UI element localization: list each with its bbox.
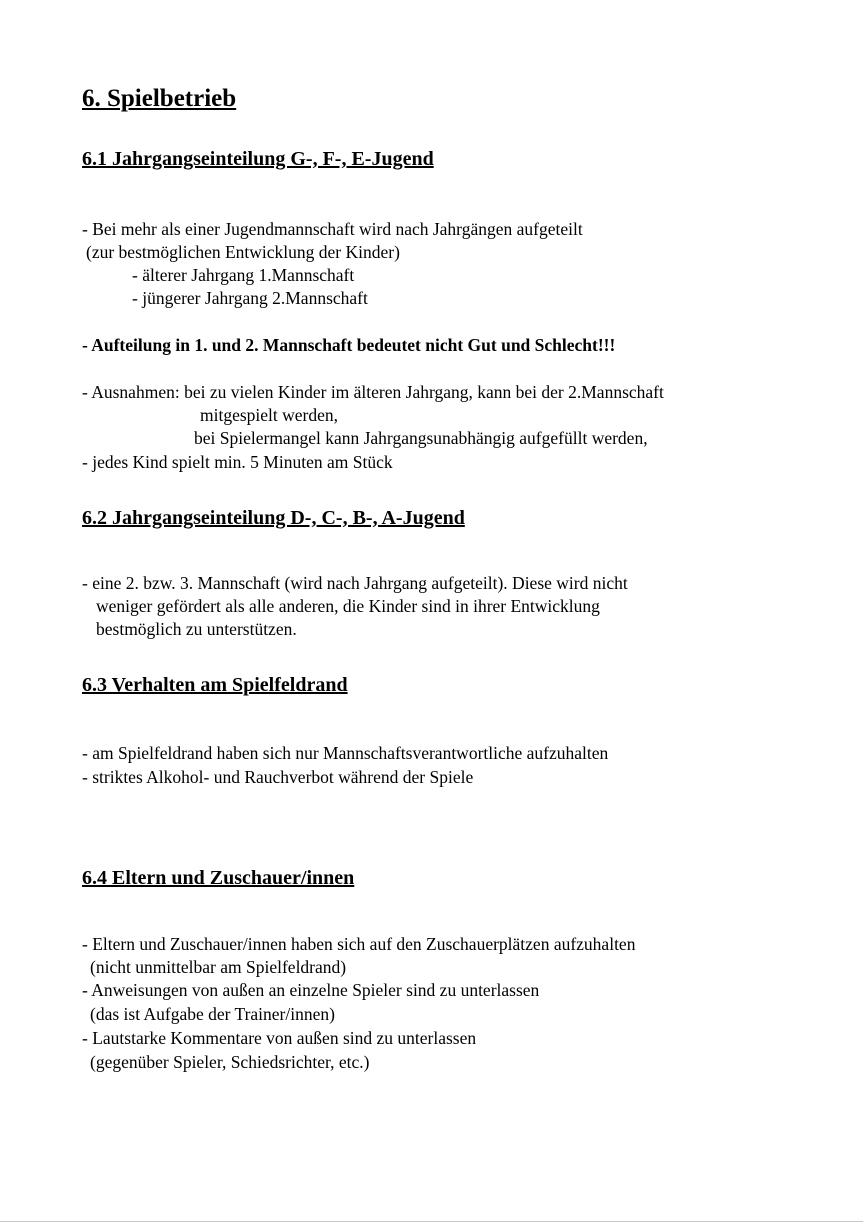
text-line: (zur bestmöglichen Entwicklung der Kinder) — [86, 241, 400, 262]
page-bottom-edge — [0, 1221, 863, 1222]
text-line: - älterer Jahrgang 1.Mannschaft — [132, 264, 355, 285]
text-line: - jüngerer Jahrgang 2.Mannschaft — [132, 287, 368, 308]
text-line: - striktes Alkohol- und Rauchverbot während der Spiele — [82, 766, 474, 787]
emphasis-line: - Aufteilung in 1. und 2. Mannschaft bedeutet nicht Gut und Schlecht!!! — [82, 334, 616, 355]
text-line: bestmöglich zu unterstützen. — [96, 618, 297, 639]
text-line: - eine 2. bzw. 3. Mannschaft (wird nach Jahrgang aufgeteilt). Diese wird nicht — [82, 572, 628, 593]
section-heading-6-3: 6.3 Verhalten am Spielfeldrand — [82, 674, 348, 696]
section-heading-6-2: 6.2 Jahrgangseinteilung D-, C-, B-, A-Jugend — [82, 507, 465, 529]
text-line: - am Spielfeldrand haben sich nur Mannschaftsverantwortliche aufzuhalten — [82, 742, 609, 763]
text-line: - Eltern und Zuschauer/innen haben sich auf den Zuschauerplätzen aufzuhalten — [82, 933, 636, 954]
text-line: weniger gefördert als alle anderen, die Kinder sind in ihrer Entwicklung — [96, 595, 600, 616]
page-title: 6. Spielbetrieb — [82, 85, 237, 112]
text-line: - Lautstarke Kommentare von außen sind zu unterlassen — [82, 1027, 477, 1048]
text-line: - Bei mehr als einer Jugendmannschaft wird nach Jahrgängen aufgeteilt — [82, 218, 583, 239]
text-line: (nicht unmittelbar am Spielfeldrand) — [90, 956, 347, 977]
text-line: (das ist Aufgabe der Trainer/innen) — [90, 1003, 335, 1024]
text-line: (gegenüber Spieler, Schiedsrichter, etc.) — [90, 1051, 370, 1072]
text-line: - Ausnahmen: bei zu vielen Kinder im älteren Jahrgang, kann bei der 2.Mannschaft — [82, 381, 664, 402]
text-line: - jedes Kind spielt min. 5 Minuten am Stück — [82, 451, 393, 472]
section-heading-6-1: 6.1 Jahrgangseinteilung G-, F-, E-Jugend — [82, 148, 434, 170]
text-line: - Anweisungen von außen an einzelne Spieler sind zu unterlassen — [82, 979, 540, 1000]
section-heading-6-4: 6.4 Eltern und Zuschauer/innen — [82, 867, 355, 889]
text-line: mitgespielt werden, — [200, 404, 339, 425]
text-line: bei Spielermangel kann Jahrgangsunabhängig aufgefüllt werden, — [194, 427, 648, 448]
